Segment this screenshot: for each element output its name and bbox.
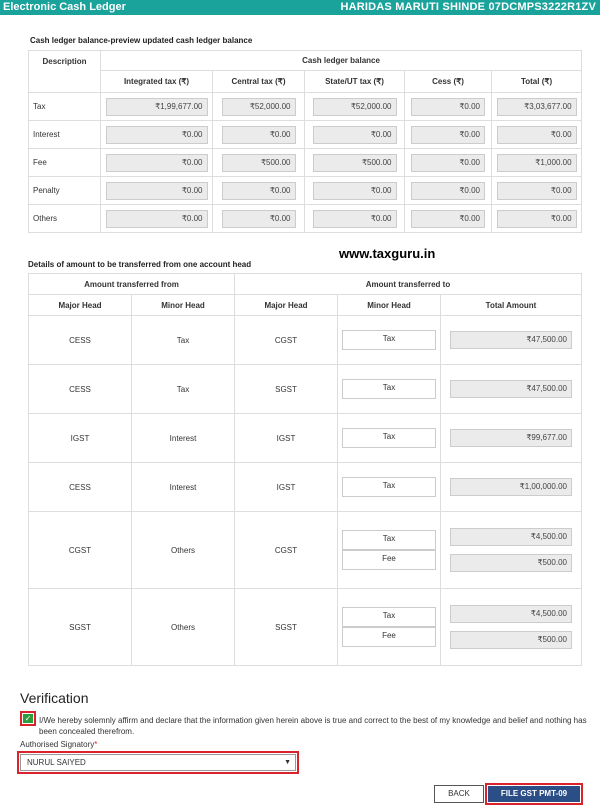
balance-cell [213, 205, 305, 233]
balance-cell [101, 149, 213, 177]
transfer-col-header: Minor Head [132, 295, 235, 316]
amount-field: ₹500.00 [450, 631, 572, 649]
amount-field: ₹4,500.00 [450, 528, 572, 546]
amount-field: ₹0.00 [222, 182, 296, 200]
row-label: Others [29, 205, 101, 233]
row-label: Interest [29, 121, 101, 149]
balance-col-header: State/UT tax (₹) [305, 71, 405, 93]
from-major-cell: CESS [29, 463, 132, 512]
amount-transferred-from-header: Amount transferred from [29, 274, 235, 295]
minor-head-field: Tax [342, 379, 436, 399]
to-major-cell: CGST [235, 512, 338, 589]
balance-cell [213, 149, 305, 177]
to-major-cell: SGST [235, 365, 338, 414]
to-major-cell: IGST [235, 414, 338, 463]
to-minor-cell [338, 512, 441, 589]
file-gst-pmt09-button[interactable]: FILE GST PMT-09 [488, 786, 580, 802]
table-row [29, 205, 582, 233]
to-minor-cell [338, 316, 441, 365]
minor-head-field: Fee [342, 550, 436, 570]
balance-cell [213, 93, 305, 121]
amount-field: ₹0.00 [411, 154, 485, 172]
total-amount-cell [441, 316, 582, 365]
row-label: Tax [29, 93, 101, 121]
balance-cell [405, 121, 492, 149]
amount-field: ₹52,000.00 [222, 98, 296, 116]
transfer-details-table [28, 273, 582, 666]
row-label: Penalty [29, 177, 101, 205]
to-minor-cell [338, 463, 441, 512]
caret-down-icon: ▼ [284, 759, 291, 766]
total-amount-cell [441, 589, 582, 666]
from-minor-cell: Interest [132, 463, 235, 512]
balance-cell [492, 205, 582, 233]
balance-cell [305, 177, 405, 205]
table-row [29, 463, 582, 512]
balance-cell [405, 149, 492, 177]
transfer-col-header: Total Amount [441, 295, 582, 316]
table-row [29, 93, 582, 121]
balance-cell [492, 93, 582, 121]
balance-cell [492, 177, 582, 205]
amount-field: ₹52,000.00 [313, 98, 397, 116]
declaration-checkbox[interactable] [23, 714, 33, 723]
total-amount-cell [441, 463, 582, 512]
from-minor-cell: Others [132, 589, 235, 666]
balance-cell [492, 149, 582, 177]
minor-head-field: Tax [342, 330, 436, 350]
minor-head-field: Tax [342, 477, 436, 497]
balance-cell [405, 177, 492, 205]
table-row [29, 149, 582, 177]
amount-field: ₹0.00 [106, 210, 208, 228]
balance-cell [305, 121, 405, 149]
description-header: Description [29, 51, 101, 93]
from-major-cell: CGST [29, 512, 132, 589]
table-row [29, 512, 582, 589]
table-row [29, 589, 582, 666]
minor-head-field: Fee [342, 627, 436, 647]
app-header [0, 0, 600, 15]
minor-head-field: Tax [342, 607, 436, 627]
to-major-cell: SGST [235, 589, 338, 666]
signatory-value: NURUL SAIYED [27, 758, 86, 767]
authorised-signatory-label: Authorised Signatory* [20, 740, 98, 749]
amount-field: ₹1,00,000.00 [450, 478, 572, 496]
page-title: Electronic Cash Ledger [3, 1, 126, 13]
row-label: Fee [29, 149, 101, 177]
amount-field: ₹500.00 [313, 154, 397, 172]
balance-cell [492, 121, 582, 149]
amount-field: ₹0.00 [497, 126, 577, 144]
to-minor-cell [338, 414, 441, 463]
balance-cell [101, 121, 213, 149]
total-amount-cell [441, 414, 582, 463]
amount-field: ₹0.00 [497, 182, 577, 200]
minor-head-field: Tax [342, 530, 436, 550]
from-major-cell: CESS [29, 365, 132, 414]
transfer-col-header: Major Head [29, 295, 132, 316]
amount-field: ₹0.00 [222, 126, 296, 144]
transfer-section-title: Details of amount to be transferred from one account head [28, 260, 252, 269]
from-major-cell: IGST [29, 414, 132, 463]
from-minor-cell: Tax [132, 365, 235, 414]
from-minor-cell: Others [132, 512, 235, 589]
transfer-col-header: Minor Head [338, 295, 441, 316]
table-row [29, 414, 582, 463]
amount-field: ₹1,000.00 [497, 154, 577, 172]
to-major-cell: CGST [235, 316, 338, 365]
to-major-cell: IGST [235, 463, 338, 512]
amount-field: ₹0.00 [497, 210, 577, 228]
amount-field: ₹0.00 [106, 126, 208, 144]
balance-cell [405, 205, 492, 233]
cash-ledger-balance-table [28, 50, 582, 233]
amount-field: ₹0.00 [222, 210, 296, 228]
amount-field: ₹0.00 [313, 126, 397, 144]
amount-field: ₹0.00 [411, 126, 485, 144]
transfer-col-header: Major Head [235, 295, 338, 316]
user-info: HARIDAS MARUTI SHINDE 07DCMPS3222R1ZV [340, 1, 596, 13]
amount-field: ₹500.00 [222, 154, 296, 172]
balance-cell [213, 177, 305, 205]
balance-cell [305, 93, 405, 121]
balance-col-header: Central tax (₹) [213, 71, 305, 93]
balance-cell [101, 177, 213, 205]
cash-ledger-balance-header: Cash ledger balance [101, 51, 582, 71]
balance-col-header: Total (₹) [492, 71, 582, 93]
total-amount-cell [441, 365, 582, 414]
amount-field: ₹0.00 [411, 98, 485, 116]
to-minor-cell [338, 365, 441, 414]
balance-cell [305, 149, 405, 177]
amount-field: ₹47,500.00 [450, 380, 572, 398]
balance-cell [101, 205, 213, 233]
check-icon: ✓ [24, 714, 32, 723]
balance-col-header: Integrated tax (₹) [101, 71, 213, 93]
from-minor-cell: Interest [132, 414, 235, 463]
amount-field: ₹47,500.00 [450, 331, 572, 349]
from-major-cell: CESS [29, 316, 132, 365]
table-row [29, 316, 582, 365]
table-row [29, 121, 582, 149]
balance-section-title: Cash ledger balance-preview updated cash ledger balance [30, 36, 253, 45]
amount-field: ₹1,99,677.00 [106, 98, 208, 116]
minor-head-field: Tax [342, 428, 436, 448]
balance-cell [305, 205, 405, 233]
declaration-text: I/We hereby solemnly affirm and declare that the information given herein above is true and correct to the best of my knowledge and belief and nothing has been concealed therefrom. [39, 716, 587, 736]
table-row [29, 365, 582, 414]
amount-field: ₹0.00 [313, 210, 397, 228]
amount-field: ₹3,03,677.00 [497, 98, 577, 116]
amount-field: ₹0.00 [313, 182, 397, 200]
watermark: www.taxguru.in [339, 246, 436, 261]
balance-col-header: Cess (₹) [405, 71, 492, 93]
balance-cell [405, 93, 492, 121]
amount-field: ₹0.00 [106, 182, 208, 200]
amount-field: ₹0.00 [411, 210, 485, 228]
amount-field: ₹0.00 [411, 182, 485, 200]
balance-cell [213, 121, 305, 149]
from-major-cell: SGST [29, 589, 132, 666]
back-button[interactable]: BACK [434, 785, 484, 803]
amount-field: ₹500.00 [450, 554, 572, 572]
table-row [29, 177, 582, 205]
amount-field: ₹4,500.00 [450, 605, 572, 623]
to-minor-cell [338, 589, 441, 666]
amount-field: ₹99,677.00 [450, 429, 572, 447]
amount-field: ₹0.00 [106, 154, 208, 172]
authorised-signatory-select[interactable] [20, 754, 296, 771]
verification-title: Verification [20, 690, 89, 706]
from-minor-cell: Tax [132, 316, 235, 365]
required-asterisk: * [94, 740, 98, 749]
amount-transferred-to-header: Amount transferred to [235, 274, 582, 295]
total-amount-cell [441, 512, 582, 589]
balance-cell [101, 93, 213, 121]
